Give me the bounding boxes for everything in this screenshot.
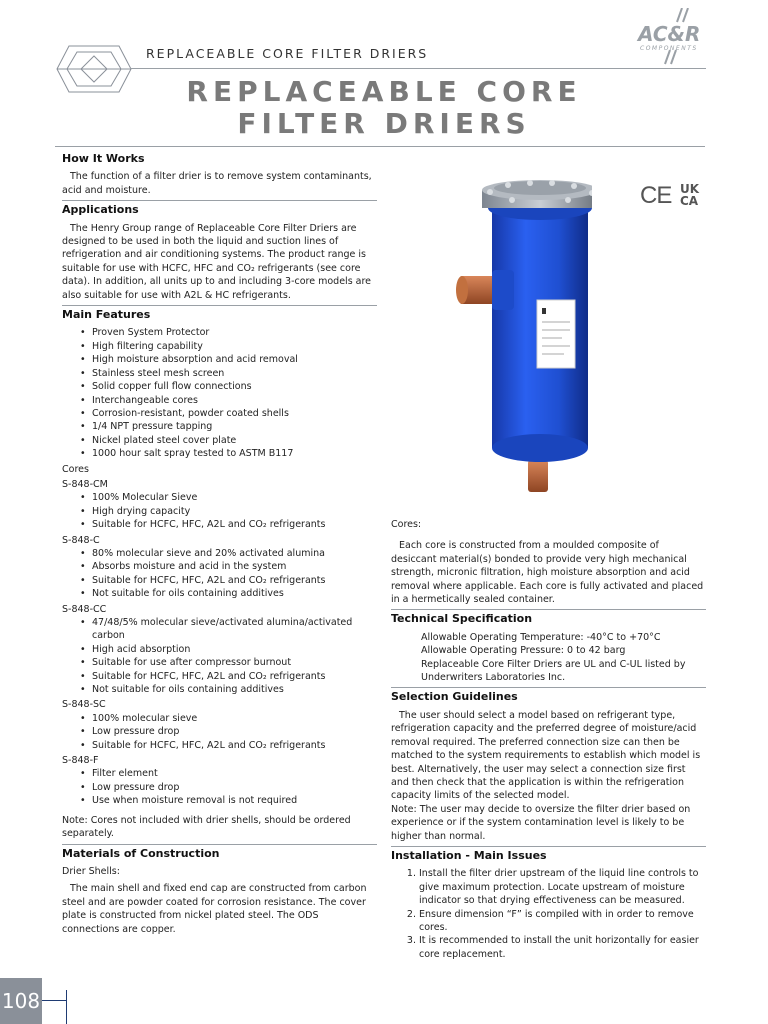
list-item: • 100% Molecular Sieve [92, 491, 377, 504]
footer-rule-vertical [66, 990, 67, 1024]
core-name: S-848-C [62, 534, 100, 546]
list-item: • Not suitable for oils containing additives [92, 587, 377, 600]
applications-text: The Henry Group range of Replaceable Core Filter Driers are designed to be used in both the liquid and suction lines of refrigeration and air conditioning systems. The product range is suitable for use with HCFC, HFC and CO₂ refrigerants (see core data). In addition, all units up to and including 3-core models are also suitable for use with A2L & HC refrigerants. [62, 222, 377, 306]
ce-mark-icon: CE [640, 182, 672, 209]
how-it-works-text: The function of a filter drier is to remove system contaminants, acid and moisture. [62, 170, 377, 201]
list-item: • Suitable for HCFC, HFC, A2L and CO₂ refrigerants [92, 670, 377, 683]
brand-sub: COMPONENTS [640, 45, 698, 52]
technical-heading: Technical Specification [391, 612, 533, 626]
page-title [0, 76, 768, 140]
materials-sub: Drier Shells: [62, 865, 120, 877]
list-item: • Stainless steel mesh screen [92, 367, 377, 380]
list-item: • Suitable for HCFC, HFC, A2L and CO₂ refrigerants [92, 518, 377, 531]
cores-right-label: Cores: [391, 519, 422, 530]
list-item: • High drying capacity [92, 505, 377, 518]
left-column [62, 150, 377, 936]
list-item: • Absorbs moisture and acid in the system [92, 560, 377, 573]
header-section-title: REPLACEABLE CORE FILTER DRIERS [146, 46, 429, 61]
list-item: • Suitable for HCFC, HFC, A2L and CO₂ refrigerants [92, 574, 377, 587]
list-item: • Use when moisture removal is not required [92, 794, 377, 807]
list-item: • Low pressure drop [92, 781, 377, 794]
page-title-line1: REPLACEABLE CORE [186, 75, 582, 108]
list-item: • Not suitable for oils containing additives [92, 683, 377, 696]
tech-line: Replaceable Core Filter Driers are UL and C-UL listed by Underwriters Laboratories Inc. [421, 658, 686, 684]
ukca-uk: UK [680, 182, 700, 196]
list-item: • High acid absorption [92, 643, 377, 656]
tech-line: Allowable Operating Pressure: 0 to 42 barg [421, 645, 626, 657]
page-number: 108 [0, 978, 42, 1024]
page-title-line2: FILTER DRIERS [237, 107, 531, 140]
brand-logo [630, 8, 720, 68]
core-list [62, 712, 377, 752]
list-item: 2. Ensure dimension “F” is compiled with in order to remove cores. [419, 908, 706, 935]
core-list [62, 491, 377, 531]
list-item: • High moisture absorption and acid removal [92, 353, 377, 366]
list-item: • Nickel plated steel cover plate [92, 434, 377, 447]
core-name: S-848-CC [62, 603, 107, 615]
list-item: • Low pressure drop [92, 725, 377, 738]
core-name: S-848-CM [62, 478, 108, 490]
title-rule [55, 146, 705, 147]
list-item: • Suitable for use after compressor burnout [92, 656, 377, 669]
main-features-heading: Main Features [62, 308, 151, 322]
core-list [62, 547, 377, 601]
materials-heading: Materials of Construction [62, 846, 220, 860]
list-item: • 1000 hour salt spray tested to ASTM B117 [92, 447, 377, 460]
list-item: • 100% molecular sieve [92, 712, 377, 725]
filter-drier-image [452, 180, 592, 495]
right-column [391, 518, 706, 961]
materials-text: The main shell and fixed end cap are constructed from carbon steel and are powder coated for corrosion resistance. The cover plate is constructed from nickel plated steel. The ODS connections are copper. [62, 883, 367, 935]
list-item: • Corrosion-resistant, powder coated shells [92, 407, 377, 420]
list-item: • Suitable for HCFC, HFC, A2L and CO₂ refrigerants [92, 739, 377, 752]
list-item: 1. Install the filter drier upstream of the liquid line controls to give maximum protection. Locate upstream of moisture indicator so that drying effectiveness can be measured. [419, 867, 706, 907]
list-item: • Solid copper full flow connections [92, 380, 377, 393]
installation-list [391, 867, 706, 961]
technical-spec [391, 631, 706, 689]
applications-heading: Applications [62, 203, 139, 217]
cores-right-text: Each core is constructed from a moulded composite of desiccant material(s) bonded to provide very high mechanical strength, micronic filtration, high moisture absorption and acid removal where applicable. Each core is fully activated and placed in a hermetically sealed container. [391, 539, 706, 610]
selection-heading: Selection Guidelines [391, 690, 518, 704]
core-name: S-848-SC [62, 699, 106, 711]
ukca-mark-icon [680, 183, 699, 207]
list-item: • Proven System Protector [92, 326, 377, 339]
selection-note: Note: The user may decide to oversize the filter drier based on experience or if the system contamination level is likely to be higher than normal. [391, 803, 706, 847]
list-item: 3. It is recommended to install the unit horizontally for easier core replacement. [419, 934, 706, 961]
ukca-ca: CA [680, 194, 699, 208]
list-item: • 80% molecular sieve and 20% activated alumina [92, 547, 377, 560]
core-list [62, 767, 377, 807]
tech-line: Allowable Operating Temperature: -40°C to +70°C [421, 631, 661, 643]
brand-name: AC&R [638, 22, 701, 46]
header-rule [130, 68, 706, 69]
main-features-list [62, 326, 377, 460]
core-list [62, 616, 377, 696]
cores-note: Note: Cores not included with drier shells, should be ordered separately. [62, 814, 377, 845]
list-item: • 1/4 NPT pressure tapping [92, 420, 377, 433]
list-item: • 47/48/5% molecular sieve/activated alumina/activated carbon [92, 616, 377, 643]
how-it-works-heading: How It Works [62, 152, 145, 165]
footer-rule [42, 1000, 67, 1001]
core-name: S-848-F [62, 755, 99, 767]
list-item: • Interchangeable cores [92, 394, 377, 407]
installation-heading: Installation - Main Issues [391, 848, 547, 862]
list-item: • Filter element [92, 767, 377, 780]
selection-text: The user should select a model based on refrigerant type, refrigeration capacity and the preferred degree of moisture/acid removal required. The preferred connection size can then be matched to the system requirements to establish which model is best. Alternatively, the user may select a connection size first and then check that the application is within the refrigeration capacity limits of the selected model. [391, 709, 701, 802]
cores-label: Cores [62, 463, 89, 475]
list-item: • High filtering capability [92, 340, 377, 353]
